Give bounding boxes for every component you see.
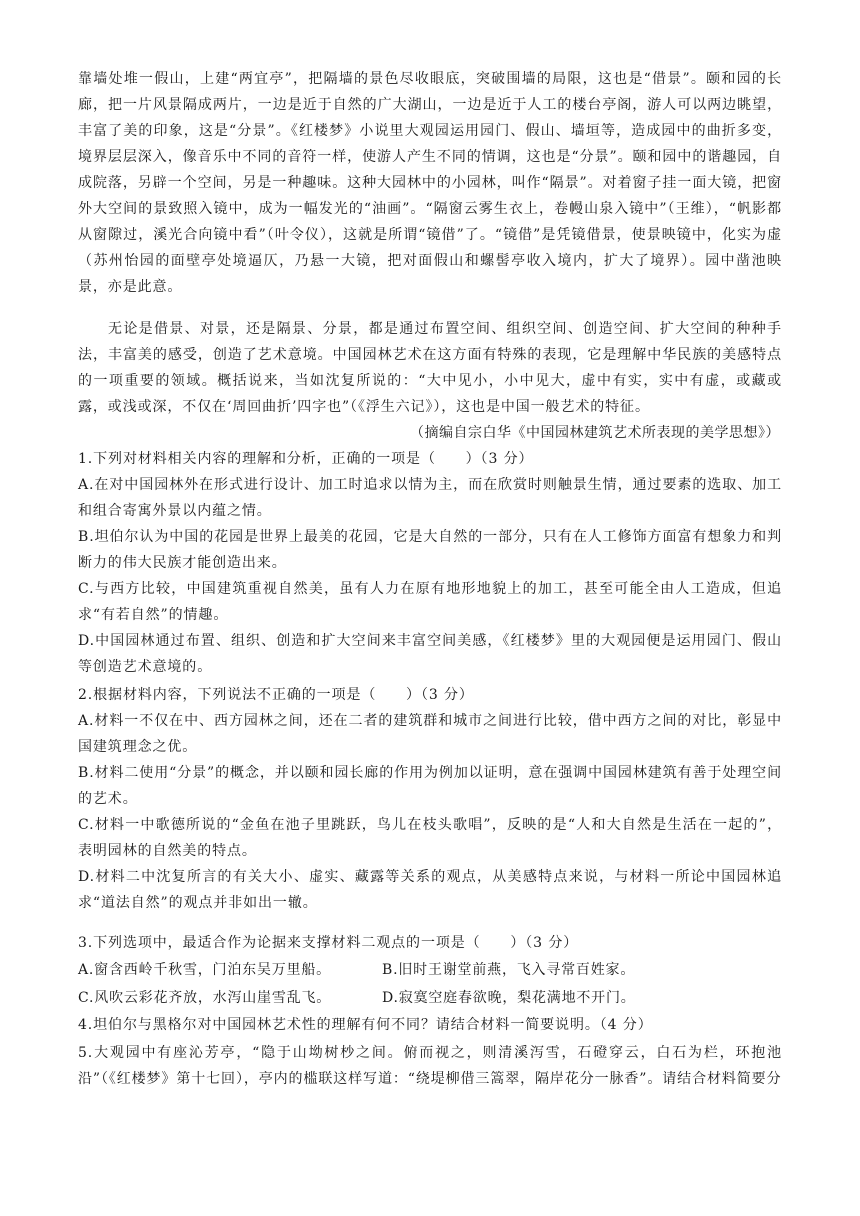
passage-paragraph-2: 无论是借景、对景，还是隔景、分景，都是通过布置空间、组织空间、创造空间、扩大空间的种种手法，丰富美的感受，创造了艺术意境。中国园林艺术在这方面有特殊的表现，它是理解中华民族的美感特点的一项重要的领域。概括说来，当如沈复所说的：“大中见小，小中见大，虚中有实，实中有虚，或藏或露，或浅或深，不仅在‘周回曲折’四字也”（《浮生六记》），这也是中国一般艺术的特征。 (78, 321, 782, 415)
question-1-option-b: B.坦伯尔认为中国的花园是世界上最美的花园，它是大自然的一部分，只有在人工修饰方面富有想象力和判断力的伟大民族才能创造出来。 (78, 529, 782, 571)
question-2-option-a: A.材料一不仅在中、西方园林之间，还在二者的建筑群和城市之间进行比较，借中西方之间的对比，彰显中国建筑理念之优。 (78, 713, 782, 755)
passage-paragraph-1: 靠墙处堆一假山，上建“两宜亭”，把隔墙的景色尽收眼底，突破围墙的局限，这也是“借景”。颐和园的长廊，把一片风景隔成两片，一边是近于自然的广大湖山，一边是近于人工的楼台亭阁，游人可以两边眺望，丰富了美的印象，这是“分景”。《红楼梦》小说里大观园运用园门、假山、墙垣等，造成园中的曲折多变，境界层层深入，像音乐中不同的音符一样，使游人产生不同的情调，这也是“分景”。颐和园中的谐趣园，自成院落，另辟一个空间，另是一种趣味。这种大园林中的小园林，叫作“隔景”。对着窗子挂一面大镜，把窗外大空间的景致照入镜中，成为一幅发光的“油画”。“隔窗云雾生衣上，卷幔山泉入镜中”（王维），“帆影都从窗隙过，溪光合向镜中看”（叶令仪），这就是所谓“镜借”了。“镜借”是凭镜借景，使景映镜中，化实为虚（苏州怡园的面壁亭处境逼仄，乃悬一大镜，把对面假山和螺髻亭收入境内，扩大了境界）。园中凿池映景，亦是此意。 (78, 71, 782, 295)
question-3-stem: 3.下列选项中，最适合作为论据来支撑材料二观点的一项是（ ）（3 分） (78, 935, 579, 951)
question-1-option-a: A.在对中国园林外在形式进行设计、加工时追求以情为主，而在欣赏时则触景生情，通过要素的选取、加工和组合寄寓外景以内蕴之情。 (78, 477, 782, 519)
question-3-option-a: A.窗含西岭千秋雪，门泊东吴万里船。 (78, 962, 331, 978)
question-5-stem: 5.大观园中有座沁芳亭，“隐于山坳树杪之间。俯而视之，则清溪泻雪，石磴穿云，白石为栏，环抱池沿”（《红楼梦》第十七回），亭内的槛联这样写道：“绕堤柳借三篙翠，隔岸花分一脉香”。请结合材料简要分 (78, 1045, 782, 1087)
question-2-option-c: C.材料一中歌德所说的“金鱼在池子里跳跃，鸟儿在枝头歌唱”，反映的是“人和大自然是生活在一起的”，表明园林的自然美的特点。 (78, 817, 782, 859)
question-3-option-c: C.风吹云彩花齐放，水泻山崖雪乱飞。 (78, 990, 332, 1006)
question-1-option-c: C.与西方比较，中国建筑重视自然美，虽有人力在原有地形地貌上的加工，甚至可能全由人工造成，但追求“有若自然”的情趣。 (78, 581, 782, 623)
question-3-option-d: D.寂寞空庭春欲晚，梨花满地不开门。 (382, 990, 636, 1006)
passage-source: （摘编自宗白华《中国园林建筑艺术所表现的美学思想》） (410, 425, 780, 441)
question-1-option-d: D.中国园林通过布置、组织、创造和扩大空间来丰富空间美感，《红楼梦》里的大观园便是运用园门、假山等创造艺术意境的。 (78, 633, 782, 675)
question-2-option-b: B.材料二使用“分景”的概念，并以颐和园长廊的作用为例加以证明，意在强调中国园林建筑有善于处理空间的艺术。 (78, 765, 782, 807)
question-3-option-b: B.旧时王谢堂前燕，飞入寻常百姓家。 (382, 962, 636, 978)
question-2-option-d: D.材料二中沈复所言的有关大小、虚实、藏露等关系的观点，从美感特点来说，与材料一所论中国园林追求“道法自然”的观点并非如出一辙。 (78, 869, 782, 911)
question-4-stem: 4.坦伯尔与黑格尔对中国园林艺术性的理解有何不同？请结合材料一简要说明。（4 分） (78, 1017, 653, 1033)
question-2-stem: 2.根据材料内容，下列说法不正确的一项是（ ）（3 分） (78, 687, 474, 703)
question-1-stem: 1.下列对材料相关内容的理解和分析，正确的一项是（ ）（3 分） (78, 451, 534, 467)
